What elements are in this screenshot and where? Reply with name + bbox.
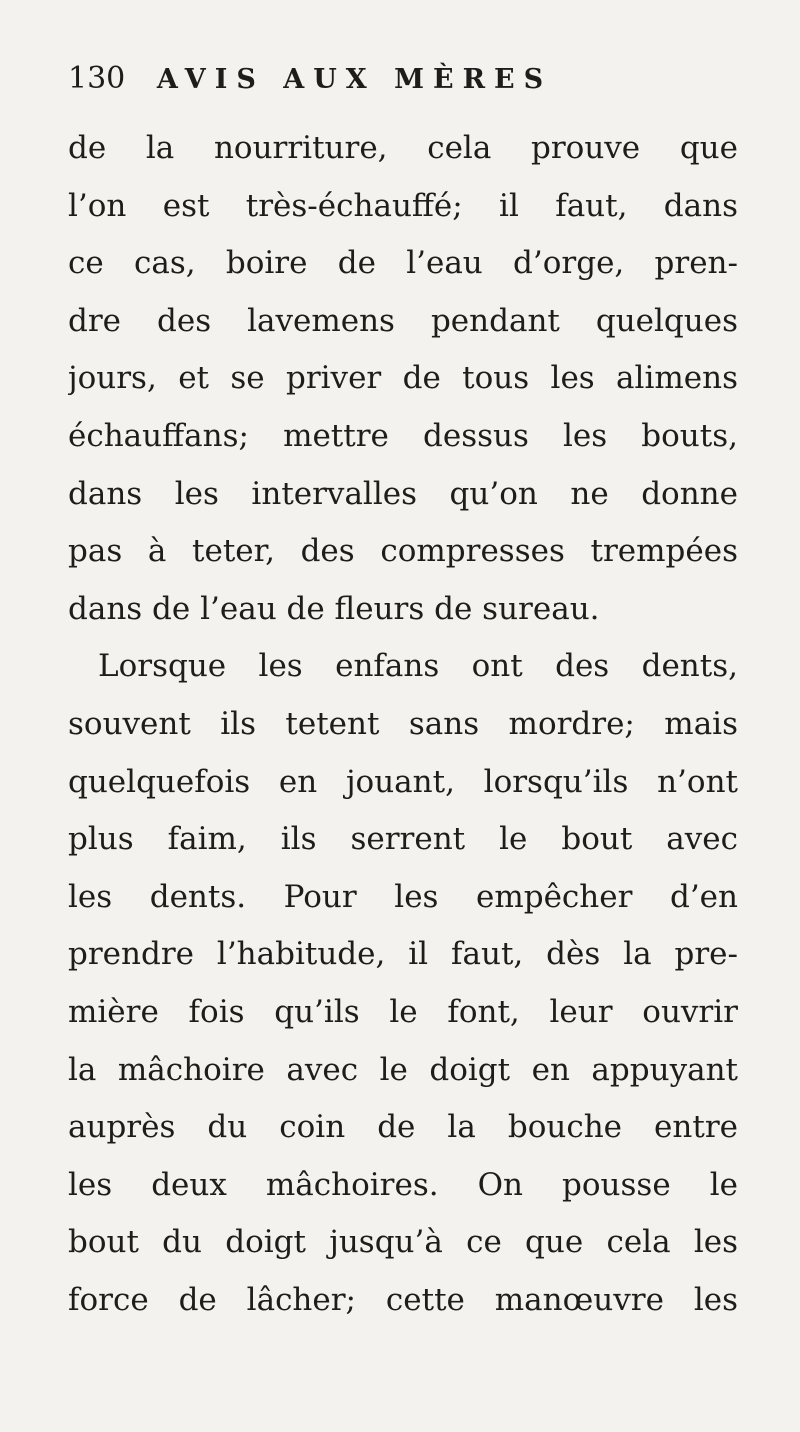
text-line: souvent ils tetent sans mordre; mais	[68, 705, 738, 742]
text-line: bout du doigt jusqu’à ce que cela les	[68, 1224, 738, 1261]
text-line: mière fois qu’ils le font, leur ouvrir	[68, 993, 738, 1030]
text-line: pas à teter, des compresses trempées	[68, 533, 738, 570]
text-line: ce cas, boire de l’eau d’orge, pren-	[68, 245, 738, 282]
running-head: AVIS AUX MÈRES	[156, 64, 553, 95]
text-line: force de lâcher; cette manœuvre les	[68, 1281, 738, 1318]
page-header	[68, 54, 748, 104]
page-number: 130	[68, 61, 126, 96]
text-line: les deux mâchoires. On pousse le	[68, 1166, 738, 1203]
text-line: dans de l’eau de fleurs de sureau.	[68, 590, 600, 627]
text-line: échauffans; mettre dessus les bouts,	[68, 417, 738, 454]
text-line: dre des lavemens pendant quelques	[68, 302, 738, 339]
text-line: quelquefois en jouant, lorsqu’ils n’ont	[68, 763, 738, 800]
text-line: la mâchoire avec le doigt en appuyant	[68, 1051, 738, 1088]
text-line: dans les intervalles qu’on ne donne	[68, 475, 738, 512]
text-line: plus faim, ils serrent le bout avec	[68, 821, 738, 858]
text-line: prendre l’habitude, il faut, dès la pre-	[68, 936, 738, 973]
text-line: de la nourriture, cela prouve que	[68, 130, 738, 166]
text-line: jours, et se priver de tous les alimens	[68, 360, 738, 397]
text-line: l’on est très-échauffé; il faut, dans	[68, 187, 738, 224]
text-line: les dents. Pour les empêcher d’en	[68, 878, 738, 915]
text-line: Lorsque les enfans ont des dents,	[98, 648, 738, 685]
text-line: auprès du coin de la bouche entre	[68, 1109, 738, 1146]
body-text	[68, 120, 738, 1329]
